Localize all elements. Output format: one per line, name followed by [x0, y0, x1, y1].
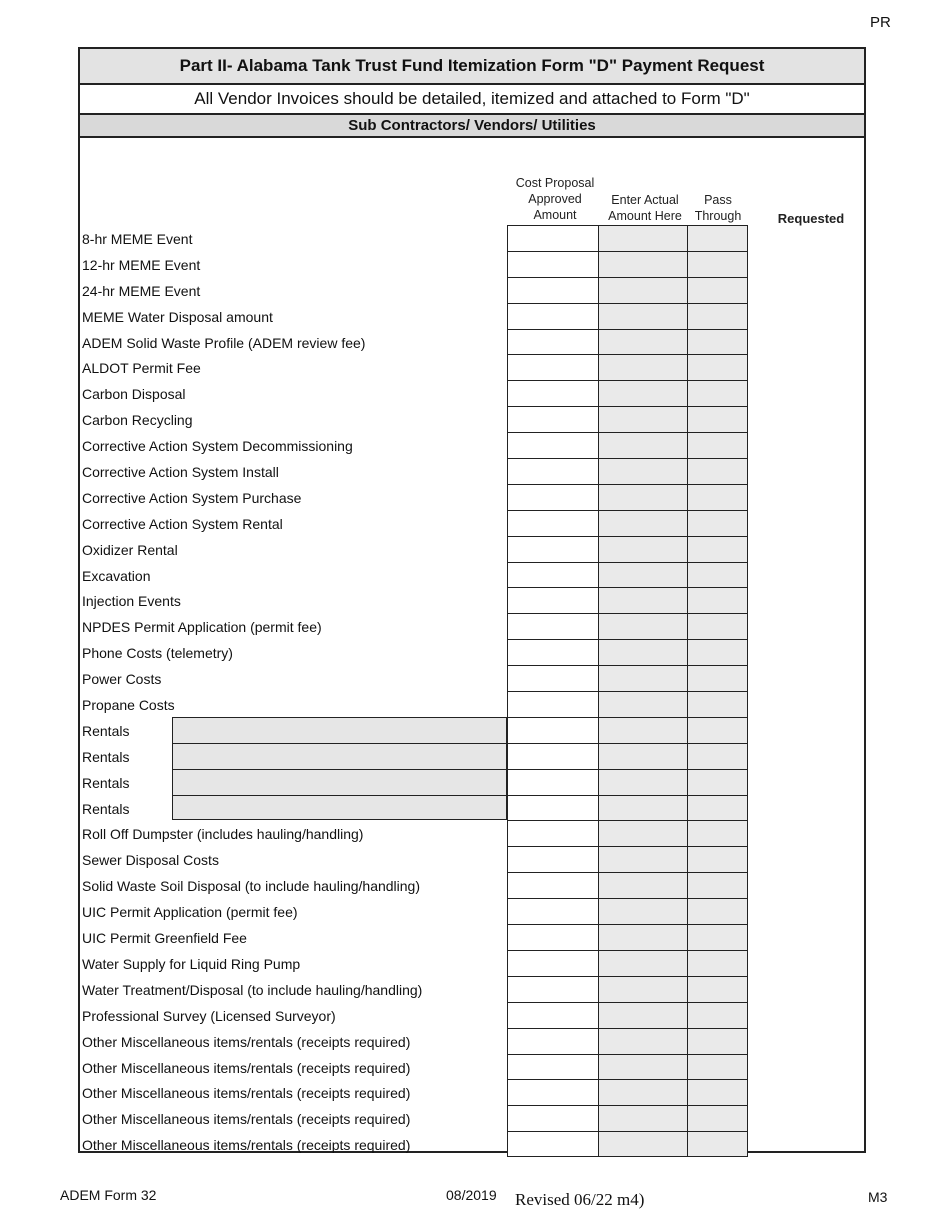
row-label: Carbon Disposal [82, 386, 186, 403]
actual-amount-field[interactable] [599, 743, 688, 769]
row-label: Corrective Action System Decommissioning [82, 438, 353, 455]
cost-proposal-field[interactable] [507, 406, 599, 432]
pass-through-field[interactable] [688, 536, 748, 562]
rental-description-field[interactable] [172, 795, 507, 821]
rental-description-field[interactable] [172, 717, 507, 743]
actual-amount-field[interactable] [599, 898, 688, 924]
row-label: Other Miscellaneous items/rentals (receipts required) [82, 1137, 411, 1154]
actual-amount-field[interactable] [599, 924, 688, 950]
footer-revised: Revised 06/22 m4) [515, 1190, 645, 1209]
row-label: Water Supply for Liquid Ring Pump [82, 955, 301, 972]
pass-through-field[interactable] [688, 562, 748, 588]
cost-proposal-field[interactable] [507, 1054, 599, 1080]
pass-through-field[interactable] [688, 1054, 748, 1080]
section-header: Sub Contractors/ Vendors/ Utilities [80, 115, 864, 138]
cost-proposal-field[interactable] [507, 354, 599, 380]
table-row [80, 225, 864, 251]
table-row [80, 458, 864, 484]
pass-through-field[interactable] [688, 639, 748, 665]
row-label: 12-hr MEME Event [82, 256, 201, 273]
table-row [80, 769, 864, 795]
rental-description-field[interactable] [172, 769, 507, 795]
cost-proposal-field[interactable] [507, 1131, 599, 1157]
table-row [80, 1054, 864, 1080]
cost-proposal-field[interactable] [507, 458, 599, 484]
table-row [80, 406, 864, 432]
table-row [80, 1079, 864, 1105]
actual-amount-field[interactable] [599, 665, 688, 691]
pass-through-field[interactable] [688, 510, 748, 536]
table-row [80, 820, 864, 846]
footer-date: 08/2019 [446, 1187, 497, 1203]
pass-through-field[interactable] [688, 380, 748, 406]
cost-proposal-field[interactable] [507, 924, 599, 950]
table-row [80, 1105, 864, 1131]
table-row [80, 872, 864, 898]
actual-amount-field[interactable] [599, 354, 688, 380]
row-label: Corrective Action System Rental [82, 515, 283, 532]
table-row [80, 924, 864, 950]
cost-proposal-field[interactable] [507, 795, 599, 821]
row-label: Roll Off Dumpster (includes hauling/handling) [82, 826, 364, 843]
pass-through-field[interactable] [688, 1079, 748, 1105]
table-row [80, 510, 864, 536]
row-label: ADEM Solid Waste Profile (ADEM review fee) [82, 334, 366, 351]
column-header-cost-proposal: Cost Proposal Approved Amount [515, 176, 595, 222]
cost-proposal-field[interactable] [507, 1079, 599, 1105]
table-row [80, 251, 864, 277]
table-row [80, 1131, 864, 1157]
pass-through-field[interactable] [688, 277, 748, 303]
table-row [80, 1028, 864, 1054]
pass-through-field[interactable] [688, 872, 748, 898]
footer-page-code: M3 [868, 1189, 888, 1205]
pass-through-field[interactable] [688, 924, 748, 950]
pass-through-field[interactable] [688, 898, 748, 924]
row-label: Other Miscellaneous items/rentals (receipts required) [82, 1059, 411, 1076]
cost-proposal-field[interactable] [507, 820, 599, 846]
pass-through-field[interactable] [688, 717, 748, 743]
table-row [80, 484, 864, 510]
table-row [80, 277, 864, 303]
actual-amount-field[interactable] [599, 717, 688, 743]
row-label: Solid Waste Soil Disposal (to include hauling/handling) [82, 878, 421, 895]
table-row [80, 691, 864, 717]
table-row [80, 562, 864, 588]
cost-proposal-field[interactable] [507, 872, 599, 898]
table-row [80, 898, 864, 924]
actual-amount-field[interactable] [599, 1105, 688, 1131]
cost-proposal-field[interactable] [507, 1002, 599, 1028]
table-row [80, 536, 864, 562]
row-label: Rentals [82, 722, 130, 739]
row-label: UIC Permit Greenfield Fee [82, 930, 247, 947]
actual-amount-field[interactable] [599, 691, 688, 717]
row-label: 8-hr MEME Event [82, 231, 193, 247]
itemization-form [78, 47, 866, 1153]
actual-amount-field[interactable] [599, 613, 688, 639]
row-label: Other Miscellaneous items/rentals (receipts required) [82, 1085, 411, 1102]
table-row [80, 587, 864, 613]
pass-through-field[interactable] [688, 354, 748, 380]
actual-amount-field[interactable] [599, 872, 688, 898]
cost-proposal-field[interactable] [507, 769, 599, 795]
pass-through-field[interactable] [688, 613, 748, 639]
cost-proposal-field[interactable] [507, 484, 599, 510]
actual-amount-field[interactable] [599, 380, 688, 406]
table-row [80, 976, 864, 1002]
rental-description-field[interactable] [172, 743, 507, 769]
column-header-actual-amount: Enter Actual Amount Here [608, 193, 682, 223]
actual-amount-field[interactable] [599, 303, 688, 329]
table-row [80, 743, 864, 769]
cost-proposal-field[interactable] [507, 329, 599, 355]
pass-through-field[interactable] [688, 458, 748, 484]
cost-proposal-field[interactable] [507, 1105, 599, 1131]
footer-form-name: ADEM Form 32 [60, 1187, 157, 1203]
pass-through-field[interactable] [688, 665, 748, 691]
cost-proposal-field[interactable] [507, 846, 599, 872]
actual-amount-field[interactable] [599, 510, 688, 536]
row-label: Professional Survey (Licensed Surveyor) [82, 1007, 336, 1024]
row-label: Oxidizer Rental [82, 541, 178, 558]
cost-proposal-field[interactable] [507, 950, 599, 976]
form-subtitle: All Vendor Invoices should be detailed, itemized and attached to Form "D" [80, 85, 864, 115]
pass-through-field[interactable] [688, 976, 748, 1002]
row-label: Sewer Disposal Costs [82, 852, 219, 869]
actual-amount-field[interactable] [599, 329, 688, 355]
pass-through-field[interactable] [688, 587, 748, 613]
table-row [80, 665, 864, 691]
row-label: MEME Water Disposal amount [82, 308, 273, 325]
cost-proposal-field[interactable] [507, 976, 599, 1002]
actual-amount-field[interactable] [599, 1131, 688, 1157]
actual-amount-field[interactable] [599, 1002, 688, 1028]
actual-amount-field[interactable] [599, 846, 688, 872]
cost-proposal-field[interactable] [507, 225, 599, 251]
pass-through-field[interactable] [688, 406, 748, 432]
pass-through-field[interactable] [688, 251, 748, 277]
pass-through-field[interactable] [688, 1105, 748, 1131]
cost-proposal-field[interactable] [507, 303, 599, 329]
pass-through-field[interactable] [688, 303, 748, 329]
actual-amount-field[interactable] [599, 795, 688, 821]
actual-amount-field[interactable] [599, 950, 688, 976]
actual-amount-field[interactable] [599, 1079, 688, 1105]
table-row [80, 795, 864, 821]
cost-proposal-field[interactable] [507, 639, 599, 665]
table-row [80, 613, 864, 639]
pass-through-field[interactable] [688, 846, 748, 872]
row-label: UIC Permit Application (permit fee) [82, 904, 298, 921]
cost-proposal-field[interactable] [507, 665, 599, 691]
row-label: Carbon Recycling [82, 412, 193, 429]
actual-amount-field[interactable] [599, 1054, 688, 1080]
column-header-pass-through: Pass Through [694, 193, 742, 223]
table-row [80, 432, 864, 458]
cost-proposal-field[interactable] [507, 432, 599, 458]
actual-amount-field[interactable] [599, 976, 688, 1002]
pass-through-field[interactable] [688, 1131, 748, 1157]
actual-amount-field[interactable] [599, 432, 688, 458]
row-label: Excavation [82, 567, 151, 584]
row-label: Propane Costs [82, 697, 175, 714]
row-label: Rentals [82, 774, 130, 791]
actual-amount-field[interactable] [599, 458, 688, 484]
actual-amount-field[interactable] [599, 769, 688, 795]
row-label: Power Costs [82, 671, 162, 688]
cost-proposal-field[interactable] [507, 743, 599, 769]
row-label: Rentals [82, 800, 130, 817]
actual-amount-field[interactable] [599, 639, 688, 665]
cost-proposal-field[interactable] [507, 717, 599, 743]
cost-proposal-field[interactable] [507, 536, 599, 562]
cost-proposal-field[interactable] [507, 613, 599, 639]
table-row [80, 380, 864, 406]
cost-proposal-field[interactable] [507, 277, 599, 303]
pass-through-field[interactable] [688, 329, 748, 355]
corner-label: PR [870, 14, 891, 31]
row-label: Phone Costs (telemetry) [82, 645, 233, 662]
table-row [80, 639, 864, 665]
table-row [80, 717, 864, 743]
cost-proposal-field[interactable] [507, 1028, 599, 1054]
cost-proposal-field[interactable] [507, 380, 599, 406]
cost-proposal-field[interactable] [507, 562, 599, 588]
row-label: Rentals [82, 748, 130, 765]
cost-proposal-field[interactable] [507, 587, 599, 613]
cost-proposal-field[interactable] [507, 251, 599, 277]
row-label: Water Treatment/Disposal (to include hauling/handling) [82, 981, 423, 998]
cost-proposal-field[interactable] [507, 510, 599, 536]
row-label: ALDOT Permit Fee [82, 360, 201, 377]
table-row [80, 846, 864, 872]
row-label: Corrective Action System Install [82, 464, 279, 481]
pass-through-field[interactable] [688, 769, 748, 795]
pass-through-field[interactable] [688, 950, 748, 976]
table-row [80, 303, 864, 329]
pass-through-field[interactable] [688, 691, 748, 717]
line-items [80, 225, 864, 1157]
pass-through-field[interactable] [688, 795, 748, 821]
actual-amount-field[interactable] [599, 820, 688, 846]
pass-through-field[interactable] [688, 225, 748, 251]
actual-amount-field[interactable] [599, 406, 688, 432]
row-label: Other Miscellaneous items/rentals (receipts required) [82, 1033, 411, 1050]
cost-proposal-field[interactable] [507, 691, 599, 717]
actual-amount-field[interactable] [599, 484, 688, 510]
column-header-requested: Requested [777, 211, 845, 226]
actual-amount-field[interactable] [599, 225, 688, 251]
row-label: 24-hr MEME Event [82, 282, 201, 299]
table-row [80, 950, 864, 976]
actual-amount-field[interactable] [599, 1028, 688, 1054]
table-row [80, 1002, 864, 1028]
row-label: Other Miscellaneous items/rentals (receipts required) [82, 1111, 411, 1128]
pass-through-field[interactable] [688, 1028, 748, 1054]
table-row [80, 354, 864, 380]
form-title: Part II- Alabama Tank Trust Fund Itemization Form "D" Payment Request [80, 49, 864, 85]
cost-proposal-field[interactable] [507, 898, 599, 924]
pass-through-field[interactable] [688, 743, 748, 769]
row-label: Injection Events [82, 593, 181, 610]
actual-amount-field[interactable] [599, 251, 688, 277]
actual-amount-field[interactable] [599, 562, 688, 588]
pass-through-field[interactable] [688, 820, 748, 846]
actual-amount-field[interactable] [599, 536, 688, 562]
pass-through-field[interactable] [688, 432, 748, 458]
actual-amount-field[interactable] [599, 277, 688, 303]
table-row [80, 329, 864, 355]
row-label: NPDES Permit Application (permit fee) [82, 619, 322, 636]
row-label: Corrective Action System Purchase [82, 489, 302, 506]
pass-through-field[interactable] [688, 484, 748, 510]
actual-amount-field[interactable] [599, 587, 688, 613]
pass-through-field[interactable] [688, 1002, 748, 1028]
